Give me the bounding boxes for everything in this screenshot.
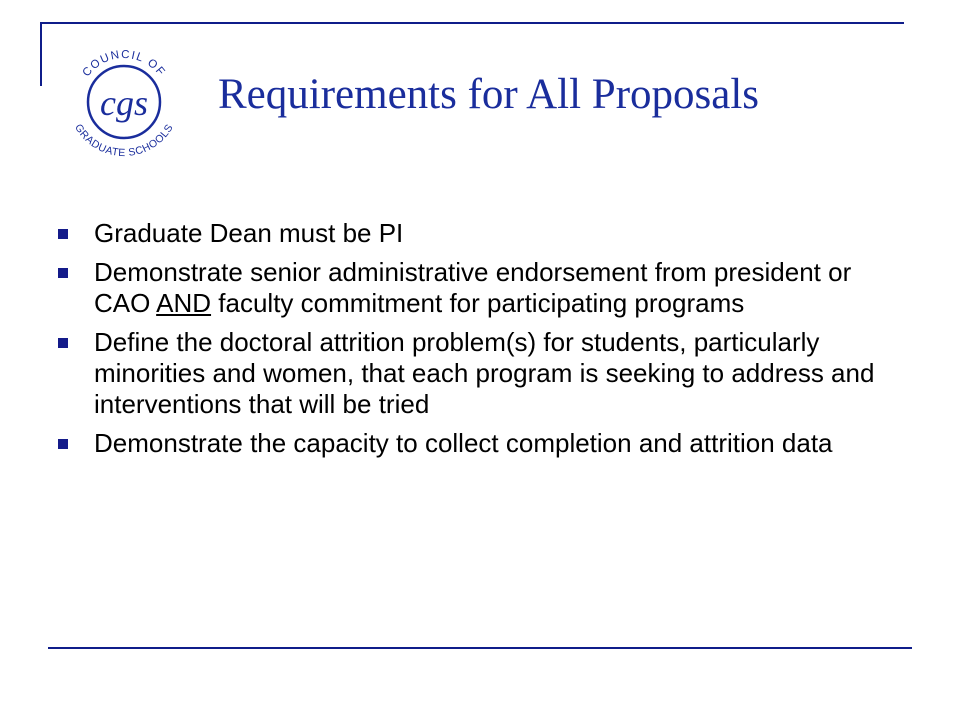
list-item xyxy=(58,218,898,249)
frame-bottom-rule xyxy=(48,647,912,649)
frame-left-rule xyxy=(40,22,42,86)
logo-bottom-text: GRADUATE SCHOOLS xyxy=(72,121,176,160)
svg-text:GRADUATE SCHOOLS xyxy=(72,122,176,159)
requirements-list xyxy=(58,218,898,467)
list-item-text-before: Demonstrate senior administrative endorsement from president or CAO xyxy=(94,257,852,318)
square-bullet-icon xyxy=(58,229,68,239)
list-item-text-after: faculty commitment for participating programs xyxy=(211,288,745,318)
list-item-text: Graduate Dean must be PI xyxy=(94,218,404,248)
frame-top-rule xyxy=(40,22,904,24)
council-of-graduate-schools-logo xyxy=(58,36,190,168)
list-item-underlined-text: AND xyxy=(156,288,212,318)
logo-monogram: cgs xyxy=(100,83,148,123)
slide-title: Requirements for All Proposals xyxy=(218,71,760,118)
square-bullet-icon xyxy=(58,338,68,348)
list-item xyxy=(58,327,898,420)
square-bullet-icon xyxy=(58,439,68,449)
square-bullet-icon xyxy=(58,268,68,278)
list-item-text: Demonstrate the capacity to collect completion and attrition data xyxy=(94,428,833,458)
list-item xyxy=(58,428,898,459)
logo-top-text: COUNCIL OF xyxy=(80,48,168,80)
list-item xyxy=(58,257,898,319)
svg-text:COUNCIL OF xyxy=(81,49,168,79)
list-item-text: Define the doctoral attrition problem(s) for students, particularly minorities and women, that each program is seeking to address and interventions that will be tried xyxy=(94,327,875,419)
